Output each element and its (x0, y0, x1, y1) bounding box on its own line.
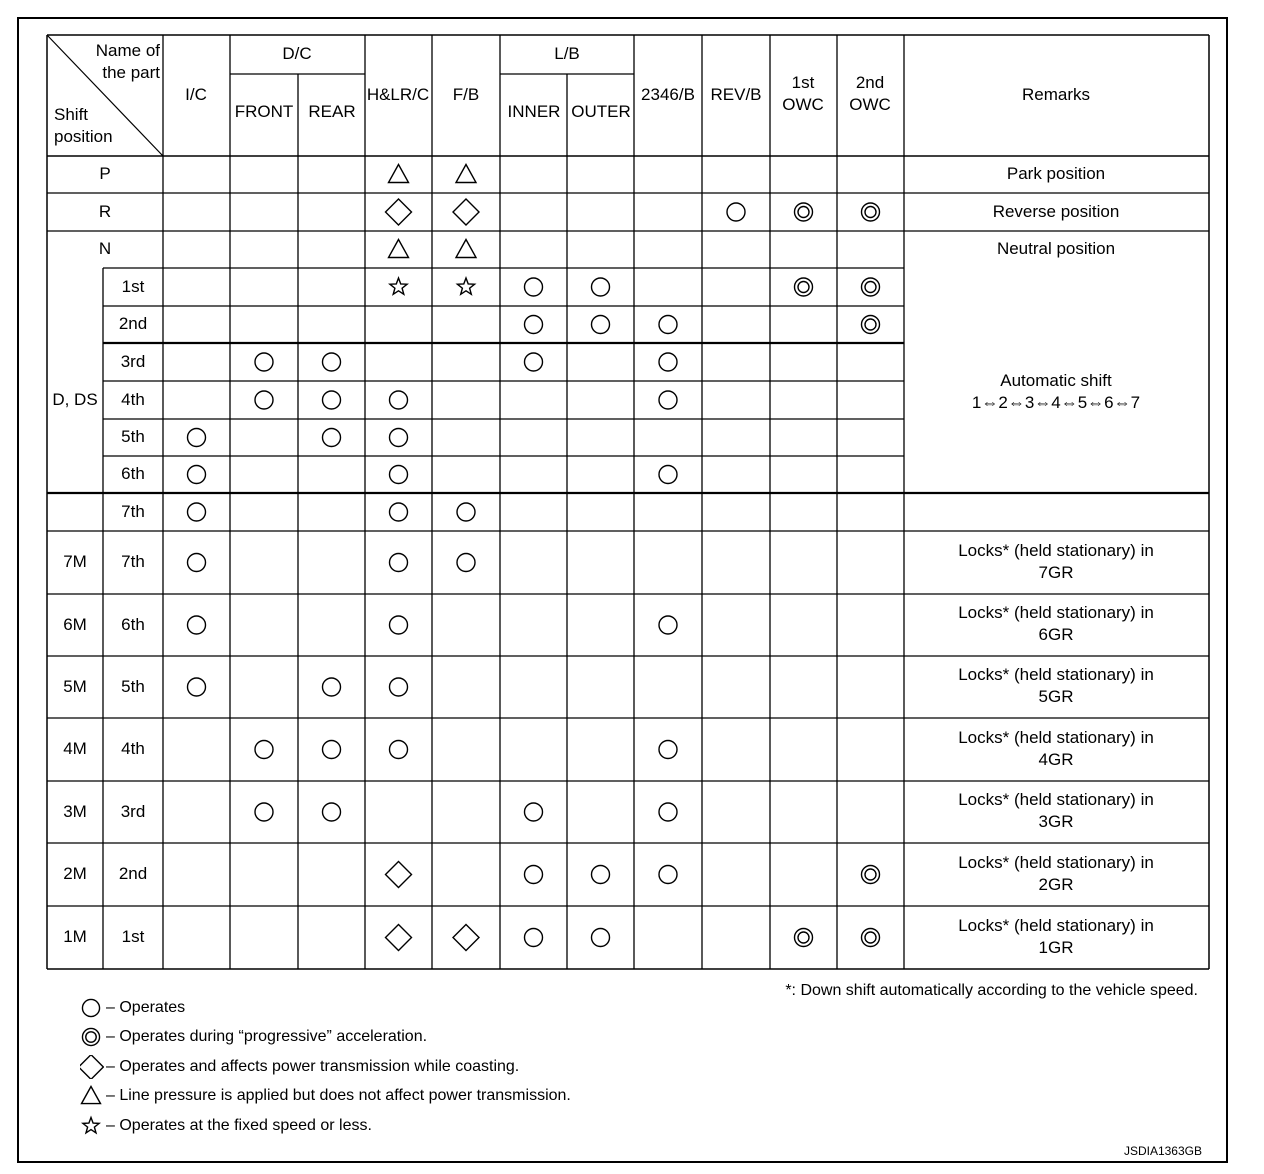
circle-mark (659, 316, 677, 334)
circle-mark (323, 678, 341, 696)
header-lb-inner: INNER (507, 101, 561, 121)
gear-label: 1st (121, 276, 145, 296)
legend-symbol (80, 1114, 104, 1138)
gear-label: 7th (121, 501, 145, 521)
header-lb: L/B (554, 43, 580, 63)
circle-mark (188, 429, 206, 447)
circle-mark (525, 278, 543, 296)
shift-position: 4M (63, 739, 87, 758)
shift-position: 6M (63, 614, 87, 634)
gear-label: 4th (121, 389, 145, 409)
star-mark (457, 278, 474, 294)
circle-mark (525, 929, 543, 947)
triangle-mark (389, 240, 409, 258)
circle-mark (525, 316, 543, 334)
shift-position: R (98, 201, 112, 221)
double-circle-mark (862, 866, 880, 884)
circle-mark (592, 316, 610, 334)
circle-mark (188, 503, 206, 521)
header-fb: F/B (452, 84, 480, 104)
header-remarks: Remarks (1021, 84, 1090, 104)
legend-text: – Operates during “progressive” acceleration. (106, 1028, 428, 1045)
diamond-mark (80, 1055, 103, 1079)
figure-id: JSDIA1363GB (1123, 1144, 1202, 1158)
remark: Reverse position (992, 201, 1120, 221)
circle-mark (390, 503, 408, 521)
remark: Automatic shift 1⇔2⇔3⇔4⇔5⇔6⇔7 (971, 371, 1141, 412)
circle-mark (727, 203, 745, 221)
circle-mark (255, 391, 273, 409)
remark: Neutral position (996, 239, 1116, 258)
remark: Locks* (held stationary) in 3GR (958, 790, 1154, 831)
circle-mark (659, 616, 677, 634)
gear-label: 5th (121, 676, 145, 696)
shift-position: 2M (63, 864, 87, 883)
diamond-mark (386, 199, 412, 225)
remark: Locks* (held stationary) in 4GR (958, 727, 1154, 769)
header-2nd-owc: 2nd OWC (849, 73, 891, 114)
circle-mark (659, 741, 677, 759)
legend-symbol (80, 1084, 104, 1108)
circle-mark (659, 866, 677, 884)
triangle-mark (82, 1087, 101, 1104)
double-circle-mark (795, 929, 813, 947)
remark: Locks* (held stationary) in 5GR (958, 665, 1154, 706)
circle-mark (457, 554, 475, 572)
circle-mark (323, 741, 341, 759)
gear-label: 4th (121, 739, 145, 758)
header-dc-front: FRONT (234, 101, 294, 121)
circle-mark (592, 929, 610, 947)
circle-mark (390, 429, 408, 447)
remark: Locks* (held stationary) in 6GR (958, 603, 1154, 644)
double-circle-mark (82, 1028, 99, 1045)
circle-mark (659, 466, 677, 484)
circle-mark (457, 503, 475, 521)
legend-text: – Operates and affects power transmission while coasting. (106, 1058, 520, 1075)
circle-mark (390, 616, 408, 634)
star-mark (390, 278, 407, 294)
circle-mark (255, 803, 273, 821)
circle-mark (188, 466, 206, 484)
shift-position: D, DS (52, 389, 98, 409)
shift-position: 7M (63, 552, 87, 571)
header-2346b: 2346/B (641, 84, 695, 104)
footnote: *: Down shift automatically according to the vehicle speed. (785, 982, 1198, 999)
circle-mark (390, 741, 408, 759)
header-lb-outer: OUTER (571, 101, 631, 121)
triangle-mark (456, 165, 476, 183)
double-circle-mark (795, 203, 813, 221)
circle-mark (82, 999, 99, 1016)
shift-position: P (99, 164, 111, 183)
legend-text: – Operates at the fixed speed or less. (106, 1117, 372, 1134)
shift-position: 5M (63, 676, 87, 696)
circle-mark (390, 391, 408, 409)
header-1st-owc: 1st OWC (782, 73, 824, 114)
circle-mark (188, 678, 206, 696)
circle-mark (659, 803, 677, 821)
double-circle-mark (862, 203, 880, 221)
double-circle-mark (862, 278, 880, 296)
diamond-mark (386, 862, 412, 888)
legend-symbol (80, 996, 104, 1020)
circle-mark (592, 866, 610, 884)
remark: Locks* (held stationary) in 2GR (958, 852, 1154, 894)
diamond-mark (386, 925, 412, 951)
double-circle-mark (862, 929, 880, 947)
header-revb: REV/B (710, 84, 762, 104)
shift-position: 3M (63, 801, 87, 821)
legend-text: – Line pressure is applied but does not affect power transmission. (106, 1087, 571, 1104)
circle-mark (592, 278, 610, 296)
gear-label: 2nd (118, 864, 148, 883)
double-circle-mark (862, 316, 880, 334)
circle-mark (188, 616, 206, 634)
circle-mark (525, 803, 543, 821)
circle-mark (659, 353, 677, 371)
corner-top-label: Name of the part (95, 41, 160, 82)
circle-mark (525, 353, 543, 371)
triangle-mark (389, 165, 409, 183)
header-dc: D/C (282, 43, 312, 63)
shift-position: N (98, 239, 112, 258)
circle-mark (525, 866, 543, 884)
gear-label: 2nd (118, 314, 148, 333)
legend-symbol (80, 1055, 104, 1079)
gear-label: 1st (121, 927, 145, 946)
circle-mark (323, 429, 341, 447)
legend-symbol (80, 1025, 104, 1049)
circle-mark (323, 353, 341, 371)
circle-mark (255, 353, 273, 371)
remark: Park position (1006, 164, 1106, 183)
circle-mark (323, 803, 341, 821)
circle-mark (323, 391, 341, 409)
diamond-mark (453, 925, 479, 951)
gear-label: 3rd (120, 801, 146, 821)
gear-label: 6th (121, 464, 145, 483)
corner-bottom-label: Shift position (54, 105, 113, 146)
gear-label: 5th (121, 427, 145, 446)
gear-label: 6th (121, 614, 145, 634)
circle-mark (188, 554, 206, 572)
gear-label: 7th (121, 552, 145, 571)
double-circle-mark (795, 278, 813, 296)
shift-position: 1M (63, 927, 87, 946)
circle-mark (255, 741, 273, 759)
header-ic: I/C (185, 84, 207, 104)
remark: Locks* (held stationary) in 1GR (958, 915, 1154, 957)
circle-mark (390, 678, 408, 696)
remark: Locks* (held stationary) in 7GR (958, 540, 1154, 582)
legend-text: – Operates (106, 999, 186, 1016)
star-mark (83, 1118, 99, 1133)
circle-mark (659, 391, 677, 409)
header-hlrc: H&LR/C (366, 84, 430, 104)
circle-mark (390, 466, 408, 484)
circle-mark (390, 554, 408, 572)
header-dc-rear: REAR (308, 101, 356, 121)
diamond-mark (453, 199, 479, 225)
gear-label: 3rd (120, 351, 146, 371)
triangle-mark (456, 240, 476, 258)
